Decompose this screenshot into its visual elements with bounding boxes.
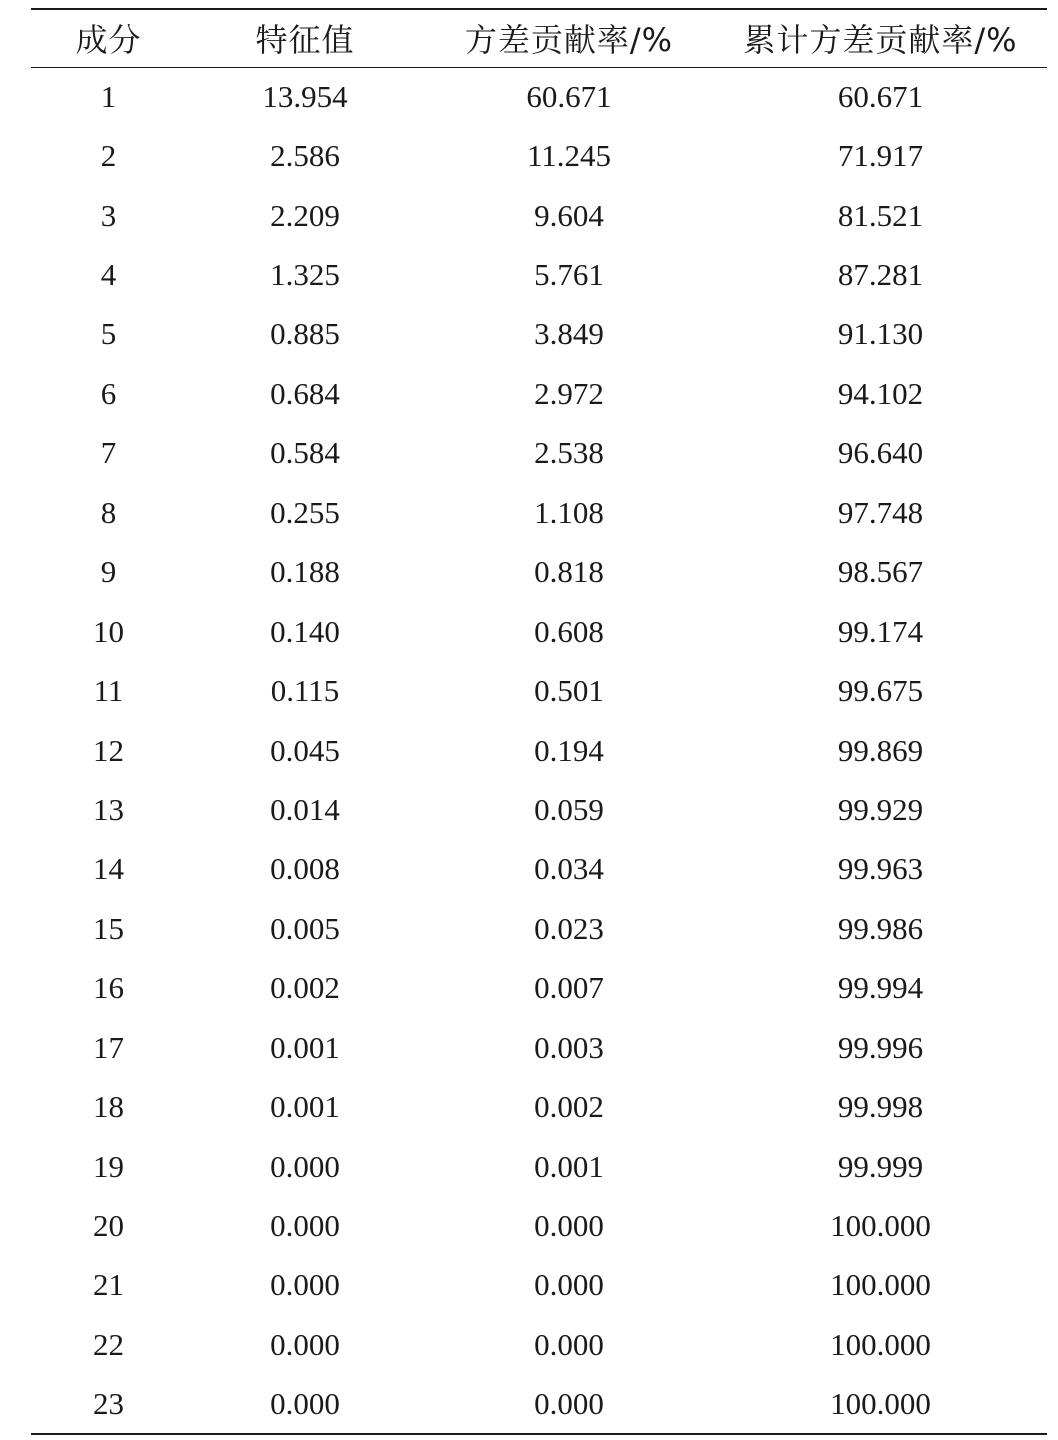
cell-eigenvalue: 0.002 (270, 970, 340, 1006)
variance-table-container (31, 8, 1047, 1435)
cell-cumulative-variance: 99.869 (837, 732, 924, 768)
cell-variance-ratio: 2.538 (534, 435, 604, 471)
cell-eigenvalue: 0.140 (270, 613, 340, 649)
cell-eigenvalue: 0.000 (270, 1208, 340, 1244)
cell-variance-ratio: 2.972 (534, 375, 604, 411)
table-row (31, 840, 1047, 899)
cell-variance-ratio: 0.034 (534, 851, 604, 887)
cell-component: 10 (93, 613, 124, 649)
header-component: 成分 (31, 9, 186, 67)
cell-component: 15 (93, 910, 124, 946)
cell-component: 1 (100, 78, 117, 114)
cell-cumulative-variance: 91.130 (837, 316, 924, 352)
cell-component: 12 (93, 732, 124, 768)
table-row (31, 186, 1047, 245)
cell-cumulative-variance: 98.567 (837, 554, 924, 590)
table-row (31, 1196, 1047, 1255)
cell-cumulative-variance: 96.640 (837, 435, 924, 471)
cell-cumulative-variance: 100.000 (830, 1267, 931, 1303)
cell-variance-ratio: 0.608 (534, 613, 604, 649)
cell-cumulative-variance: 94.102 (837, 375, 924, 411)
cell-component: 8 (100, 494, 117, 530)
cell-component: 20 (93, 1208, 124, 1244)
cell-eigenvalue: 0.045 (270, 732, 340, 768)
table-row (31, 959, 1047, 1018)
cell-eigenvalue: 0.000 (270, 1148, 340, 1184)
table-row (31, 780, 1047, 839)
cell-eigenvalue: 0.885 (270, 316, 340, 352)
cell-cumulative-variance: 99.174 (837, 613, 924, 649)
table-row (31, 1375, 1047, 1434)
table-row (31, 67, 1047, 126)
cell-variance-ratio: 0.000 (534, 1267, 604, 1303)
cell-component: 14 (93, 851, 124, 887)
cell-cumulative-variance: 99.999 (837, 1148, 924, 1184)
header-row (31, 9, 1047, 67)
cell-component: 19 (93, 1148, 124, 1184)
cell-component: 13 (93, 791, 124, 827)
cell-variance-ratio: 0.501 (534, 673, 604, 709)
cell-variance-ratio: 0.002 (534, 1089, 604, 1125)
cell-component: 6 (100, 375, 117, 411)
cell-eigenvalue: 2.586 (270, 138, 340, 174)
cell-cumulative-variance: 99.986 (837, 910, 924, 946)
cell-cumulative-variance: 60.671 (837, 78, 924, 114)
table-row (31, 424, 1047, 483)
cell-variance-ratio: 5.761 (534, 257, 604, 293)
cell-variance-ratio: 9.604 (534, 197, 604, 233)
table-row (31, 602, 1047, 661)
table-row (31, 721, 1047, 780)
cell-eigenvalue: 0.001 (270, 1089, 340, 1125)
cell-component: 7 (100, 435, 117, 471)
cell-cumulative-variance: 99.929 (837, 791, 924, 827)
cell-cumulative-variance: 99.994 (837, 970, 924, 1006)
cell-component: 9 (100, 554, 117, 590)
cell-eigenvalue: 0.005 (270, 910, 340, 946)
cell-cumulative-variance: 71.917 (837, 138, 924, 174)
header-eigenvalue: 特征值 (186, 9, 424, 67)
cell-cumulative-variance: 99.996 (837, 1029, 924, 1065)
table-row (31, 543, 1047, 602)
cell-cumulative-variance: 81.521 (837, 197, 924, 233)
table-row (31, 483, 1047, 542)
cell-variance-ratio: 0.059 (534, 791, 604, 827)
cell-eigenvalue: 0.008 (270, 851, 340, 887)
cell-cumulative-variance: 87.281 (837, 257, 924, 293)
table-header (31, 9, 1047, 67)
cell-eigenvalue: 0.001 (270, 1029, 340, 1065)
table-row (31, 1256, 1047, 1315)
cell-eigenvalue: 0.584 (270, 435, 340, 471)
cell-eigenvalue: 2.209 (270, 197, 340, 233)
cell-eigenvalue: 0.255 (270, 494, 340, 530)
cell-eigenvalue: 0.188 (270, 554, 340, 590)
cell-component: 17 (93, 1029, 124, 1065)
cell-variance-ratio: 0.818 (534, 554, 604, 590)
cell-eigenvalue: 0.014 (270, 791, 340, 827)
cell-eigenvalue: 1.325 (270, 257, 340, 293)
table-row (31, 1077, 1047, 1136)
header-cumulative-variance: 累计方差贡献率/% (714, 9, 1047, 67)
cell-variance-ratio: 0.001 (534, 1148, 604, 1184)
cell-component: 16 (93, 970, 124, 1006)
cell-eigenvalue: 0.115 (270, 673, 340, 709)
cell-cumulative-variance: 100.000 (830, 1326, 931, 1362)
cell-eigenvalue: 13.954 (262, 78, 348, 114)
cell-variance-ratio: 3.849 (534, 316, 604, 352)
cell-variance-ratio: 0.007 (534, 970, 604, 1006)
cell-variance-ratio: 0.000 (534, 1208, 604, 1244)
table-body (31, 67, 1047, 1434)
table-row (31, 245, 1047, 304)
variance-explained-table (31, 8, 1047, 1435)
cell-variance-ratio: 0.003 (534, 1029, 604, 1065)
header-variance-ratio: 方差贡献率/% (424, 9, 714, 67)
cell-cumulative-variance: 100.000 (830, 1208, 931, 1244)
cell-variance-ratio: 0.194 (534, 732, 604, 768)
cell-cumulative-variance: 99.998 (837, 1089, 924, 1125)
cell-component: 3 (100, 197, 117, 233)
cell-variance-ratio: 0.000 (534, 1326, 604, 1362)
cell-component: 21 (93, 1267, 124, 1303)
cell-component: 22 (93, 1326, 124, 1362)
cell-component: 23 (31, 1375, 186, 1434)
table-row (31, 661, 1047, 720)
table-row (31, 126, 1047, 185)
cell-variance-ratio: 11.245 (526, 138, 612, 174)
table-row (31, 305, 1047, 364)
table-row (31, 1137, 1047, 1196)
cell-eigenvalue: 0.000 (270, 1326, 340, 1362)
cell-cumulative-variance: 99.963 (837, 851, 924, 887)
cell-eigenvalue: 0.000 (270, 1267, 340, 1303)
cell-component: 5 (100, 316, 117, 352)
cell-variance-ratio: 60.671 (526, 78, 612, 114)
table-row (31, 364, 1047, 423)
cell-eigenvalue: 0.000 (186, 1375, 424, 1434)
cell-cumulative-variance: 99.675 (837, 673, 924, 709)
cell-variance-ratio: 0.023 (534, 910, 604, 946)
cell-component: 4 (100, 257, 117, 293)
table-row (31, 1018, 1047, 1077)
table-row (31, 899, 1047, 958)
cell-component: 11 (93, 673, 124, 709)
cell-cumulative-variance: 100.000 (714, 1375, 1047, 1434)
table-row (31, 1315, 1047, 1374)
cell-variance-ratio: 0.000 (424, 1375, 714, 1434)
cell-component: 18 (93, 1089, 124, 1125)
cell-variance-ratio: 1.108 (534, 494, 604, 530)
cell-eigenvalue: 0.684 (270, 375, 340, 411)
cell-component: 2 (100, 138, 117, 174)
cell-cumulative-variance: 97.748 (837, 494, 924, 530)
